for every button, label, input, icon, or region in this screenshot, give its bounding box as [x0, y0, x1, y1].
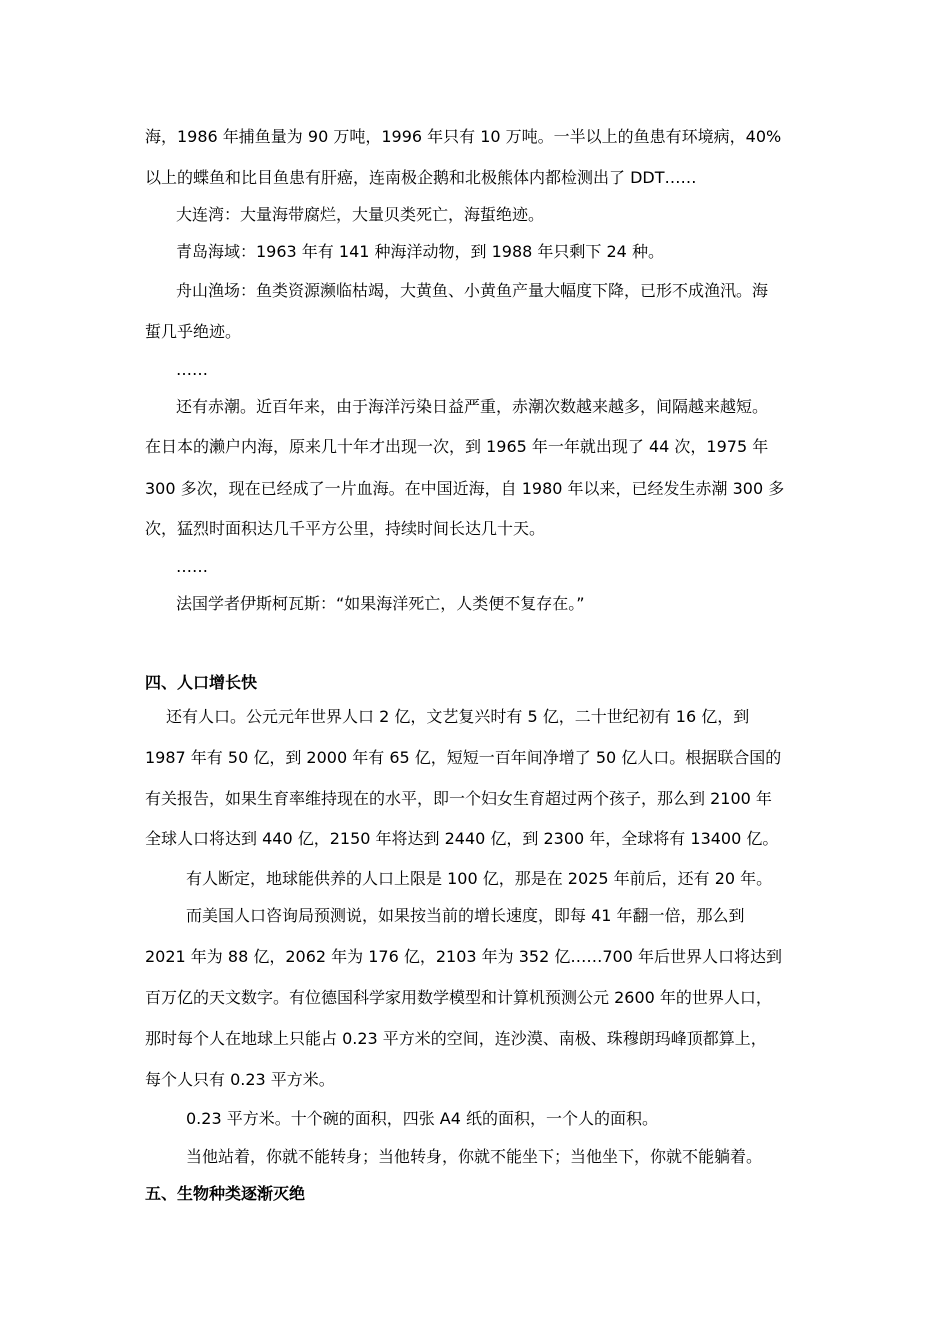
paragraph-line: 在日本的濑户内海，原来几十年才出现一次，到 1965 年一年就出现了 44 次，1975 年	[145, 437, 769, 456]
paragraph-red-tide: 还有赤潮。近百年来，由于海洋污染日益严重，赤潮次数越来越多，间隔越来越短。	[176, 397, 769, 416]
paragraph-population-limit: 有人断定，地球能供养的人口上限是 100 亿，那是在 2025 年前后，还有 20 年。	[186, 869, 773, 888]
paragraph-line: 有关报告，如果生育率维持现在的水平，即一个妇女生育超过两个孩子，那么到 2100 年	[145, 789, 772, 808]
paragraph-line: 以上的蝶鱼和比目鱼患有肝癌，连南极企鹅和北极熊体内都检测出了 DDT……	[145, 168, 697, 187]
paragraph-line: 300 多次，现在已经成了一片血海。在中国近海，自 1980 年以来，已经发生赤潮 300 多	[145, 479, 785, 498]
paragraph-line: 次，猛烈时面积达几千平方公里，持续时间长达几十天。	[145, 519, 546, 538]
paragraph-line: 那时每个人在地球上只能占 0.23 平方米的空间，连沙漠、南极、珠穆朗玛峰顶都算上，	[145, 1029, 767, 1048]
paragraph-line: 蜇几乎绝迹。	[145, 322, 242, 341]
paragraph-dalian-bay: 大连湾：大量海带腐烂，大量贝类死亡，海蜇绝迹。	[176, 205, 545, 224]
ellipsis: ……	[176, 360, 208, 379]
paragraph-area: 0.23 平方米。十个碗的面积，四张 A4 纸的面积，一个人的面积。	[186, 1109, 659, 1128]
paragraph-quote: 法国学者伊斯柯瓦斯：“如果海洋死亡，人类便不复存在。”	[176, 594, 585, 613]
section-heading-population: 四、人口增长快	[145, 673, 258, 692]
paragraph-line: 2021 年为 88 亿，2062 年为 176 亿，2103 年为 352 亿……700 年后世界人口将达到	[145, 947, 782, 966]
paragraph-forecast: 而美国人口咨询局预测说，如果按当前的增长速度，即每 41 年翻一倍，那么到	[186, 906, 745, 925]
paragraph-zhoushan: 舟山渔场：鱼类资源濒临枯竭，大黄鱼、小黄鱼产量大幅度下降，已形不成渔汛。海	[176, 281, 769, 300]
paragraph-standing: 当他站着，你就不能转身；当他转身，你就不能坐下；当他坐下，你就不能躺着。	[186, 1147, 763, 1166]
paragraph-line: 全球人口将达到 440 亿，2150 年将达到 2440 亿，到 2300 年，全球将有 13400 亿。	[145, 829, 779, 848]
paragraph-line: 海，1986 年捕鱼量为 90 万吨，1996 年只有 10 万吨。一半以上的鱼患有环境病，40%	[145, 127, 782, 146]
paragraph-population: 还有人口。公元元年世界人口 2 亿，文艺复兴时有 5 亿，二十世纪初有 16 亿，到	[166, 707, 750, 726]
section-heading-species: 五、生物种类逐渐灭绝	[145, 1184, 306, 1203]
paragraph-line: 1987 年有 50 亿，到 2000 年有 65 亿，短短一百年间净增了 50 亿人口。根据联合国的	[145, 748, 782, 767]
paragraph-line: 每个人只有 0.23 平方米。	[145, 1070, 335, 1089]
paragraph-qingdao: 青岛海域：1963 年有 141 种海洋动物，到 1988 年只剩下 24 种。	[176, 242, 664, 261]
ellipsis: ……	[176, 557, 208, 576]
paragraph-line: 百万亿的天文数字。有位德国科学家用数学模型和计算机预测公元 2600 年的世界人口，	[145, 988, 772, 1007]
